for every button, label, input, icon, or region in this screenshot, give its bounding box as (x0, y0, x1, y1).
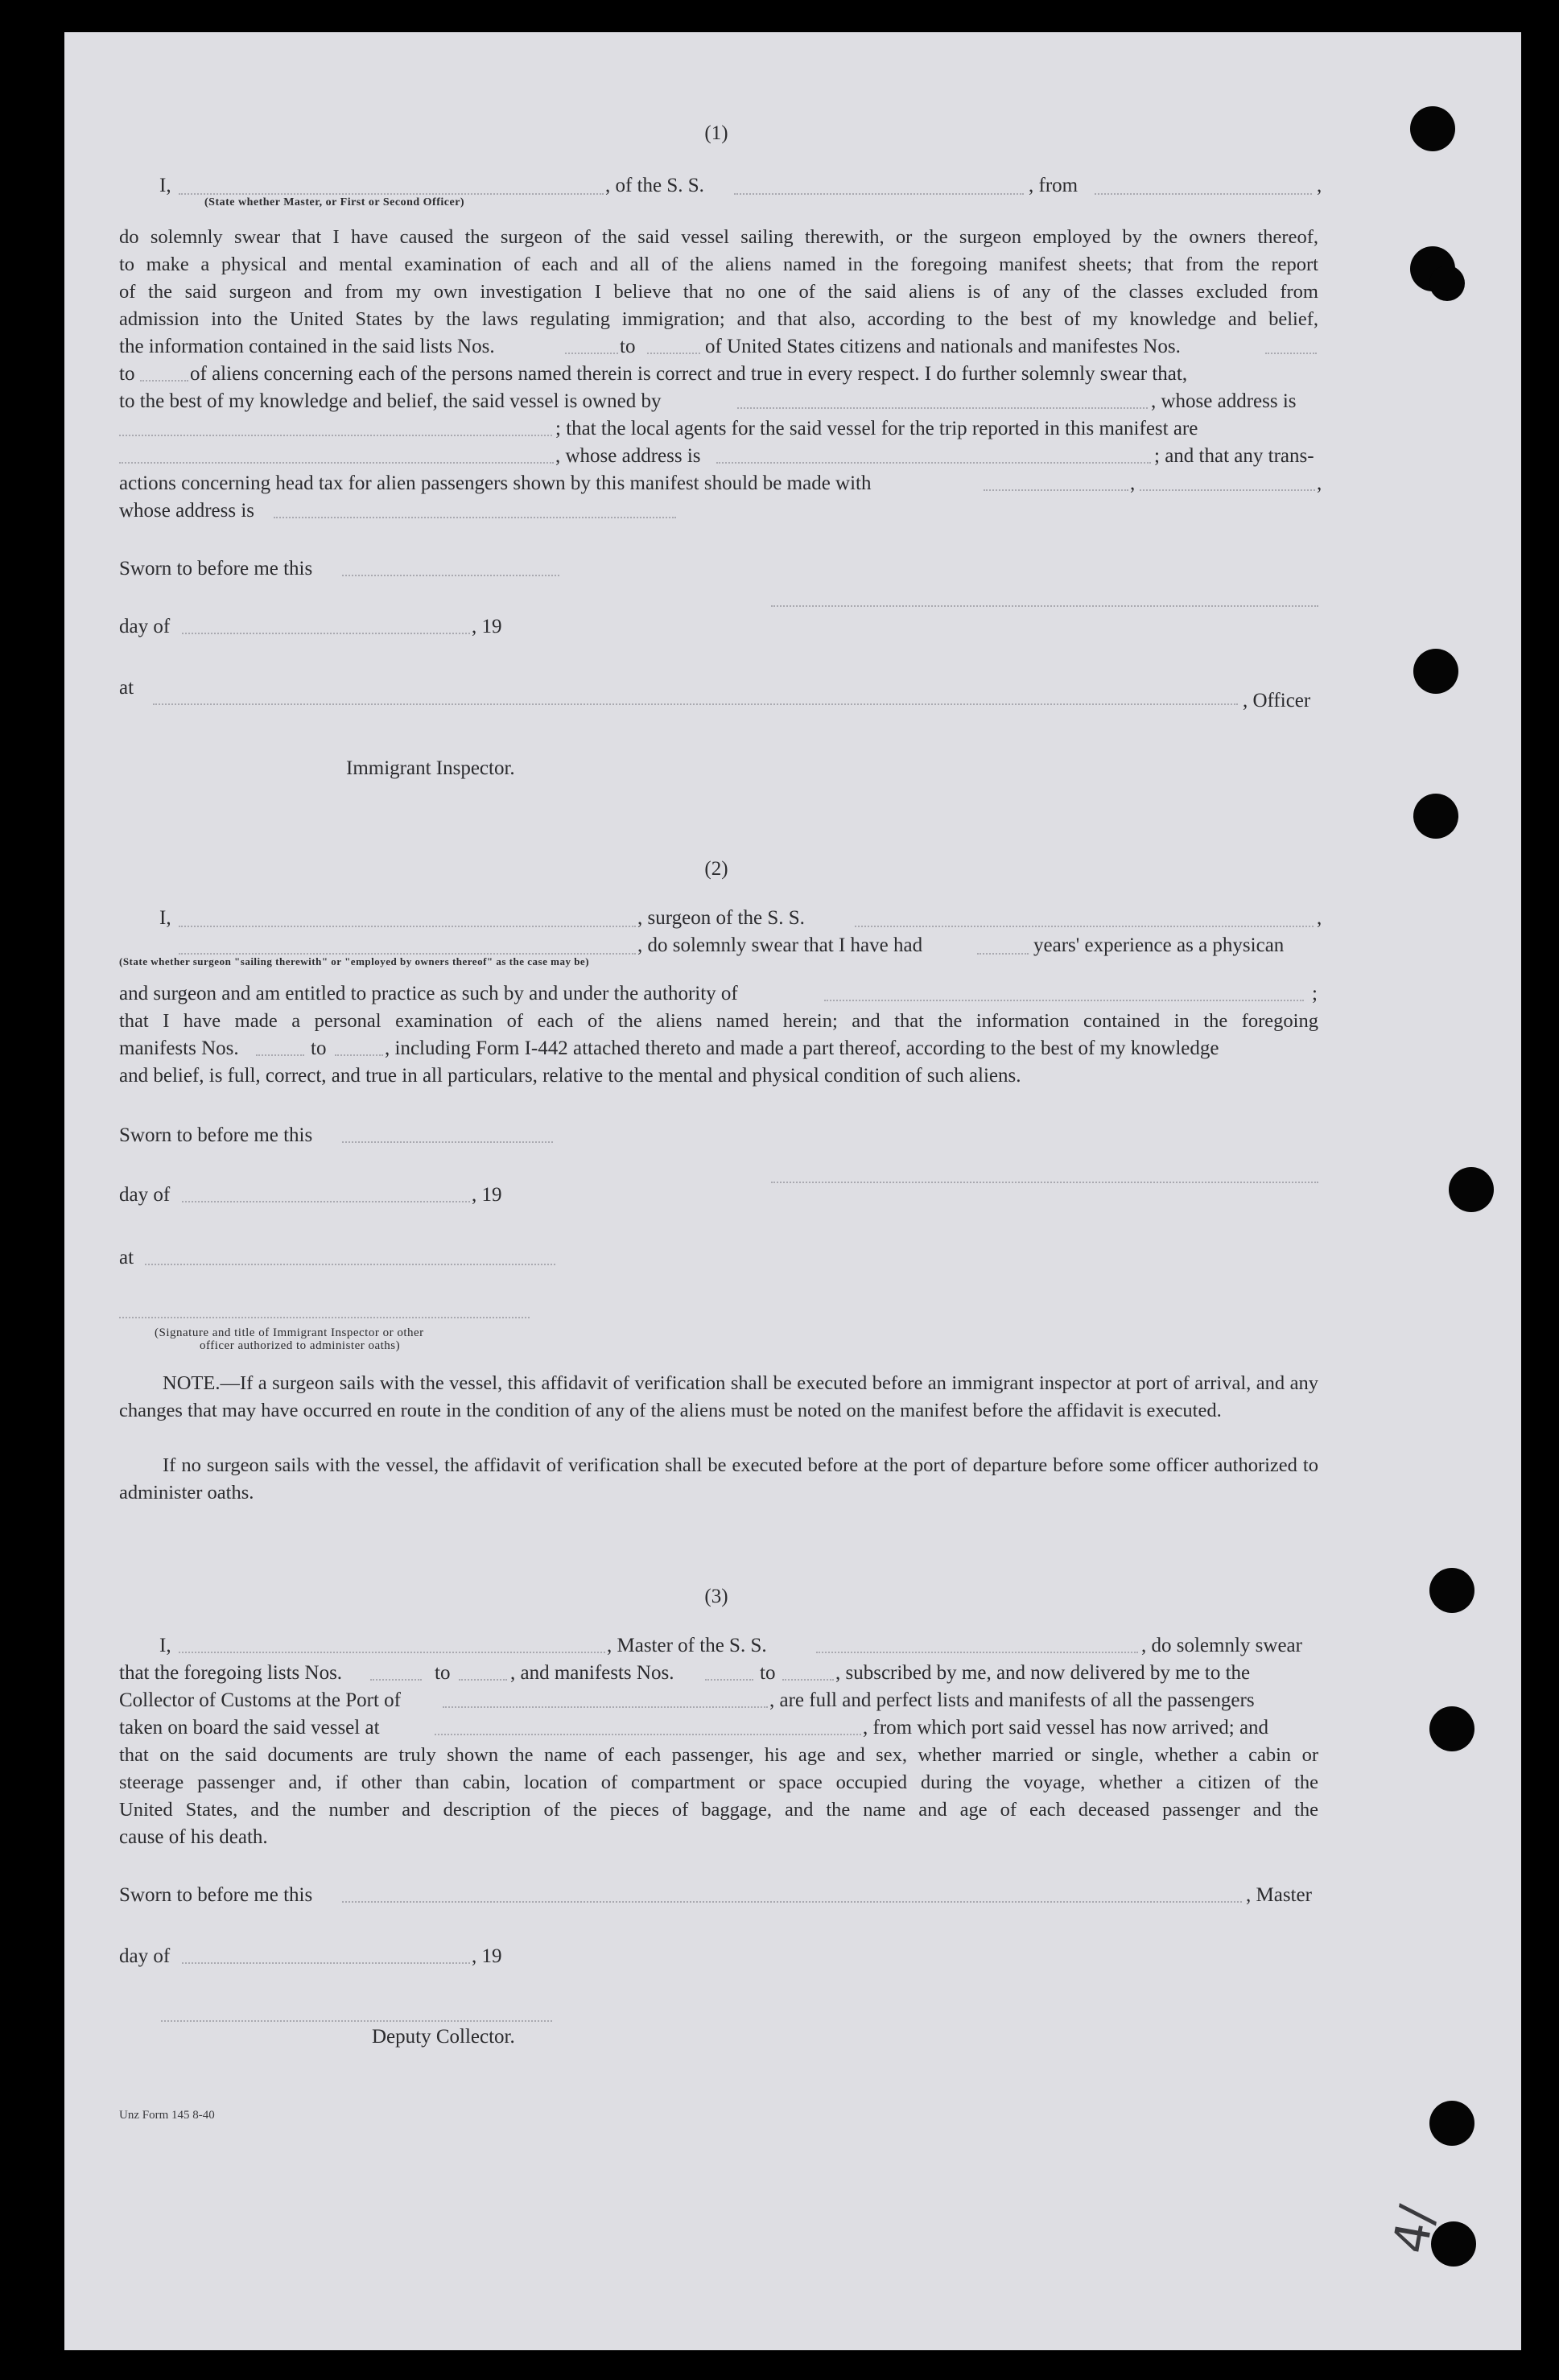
s3-vessel-field[interactable] (816, 1652, 1138, 1653)
from-label: , from (1029, 175, 1079, 196)
manifests-to-field[interactable] (140, 380, 188, 382)
section-1-line-7a: to the best of my knowledge and belief, the said vessel is owned by (119, 390, 662, 412)
vessel-name-field[interactable] (734, 193, 1024, 195)
section-1-line-9b: ; and that any trans- (1154, 445, 1314, 467)
section-3-line-3a: taken on board the said vessel at (119, 1717, 380, 1739)
handwritten-margin-mark: 4/ (1382, 2201, 1446, 2258)
immigrant-inspector-label: Immigrant Inspector. (346, 757, 515, 779)
section-1-line-4: admission into the United States by the laws regulating immigration; and that also, according to the best of my knowledge and belief, (119, 308, 1318, 330)
section-3-line-2b: , are full and perfect lists and manifests of all the passengers (769, 1689, 1255, 1711)
surgeon-of-label: , surgeon of the S. S. (637, 907, 805, 929)
section-2-sworn: Sworn to before me this (119, 1124, 313, 1146)
note-paragraph-2: If no surgeon sails with the vessel, the affidavit of verification shall be executed before at the port of departure before some officer authorized to administer oaths. (119, 1454, 1318, 1503)
punch-hole (1429, 266, 1465, 301)
years-experience-field[interactable] (977, 953, 1029, 955)
section-2-i: I, (159, 907, 171, 929)
master-signature-field[interactable] (342, 1901, 1242, 1903)
section-1-i: I, (159, 175, 171, 196)
section-2-day-of: day of (119, 1184, 171, 1206)
section-1-line-2: to make a physical and mental examination of each and all of the aliens named in the foregoing manifest sheets; that from the report (119, 254, 1318, 275)
swear-experience-label: , do solemnly swear that I have had (637, 934, 923, 956)
section-1-nineteen: , 19 (472, 616, 502, 637)
section-2-line-3c: , including Form I-442 attached thereto and made a part thereof, according to the best of my knowledge (385, 1037, 1219, 1059)
at-place-field-2[interactable] (145, 1264, 555, 1265)
section-1-line-5c: of United States citizens and nationals and manifestes Nos. (705, 336, 1181, 357)
inspector-signature-field[interactable] (119, 1317, 530, 1318)
section-3-i: I, (159, 1635, 171, 1656)
sworn-date-field-1[interactable] (342, 575, 559, 576)
head-tax-party-field-2[interactable] (1140, 489, 1315, 491)
section-1-line-3: of the said surgeon and from my own investigation I believe that no one of the said aliens is of any of the classes excluded from (119, 281, 1318, 303)
sworn-date-field-2[interactable] (342, 1141, 553, 1143)
punch-hole (1429, 1706, 1474, 1751)
section-1-at: at (119, 677, 134, 699)
officer-signature-field[interactable] (771, 605, 1318, 607)
surgeon-name-field[interactable] (179, 926, 636, 927)
section-2-at: at (119, 1247, 134, 1268)
section-2-number: (2) (704, 858, 728, 880)
punch-hole (1413, 649, 1458, 694)
section-3-line-1a: that the foregoing lists Nos. (119, 1662, 343, 1684)
section-2-line-3a: manifests Nos. (119, 1037, 239, 1059)
section-3-line-3b: , from which port said vessel has now arrived; and (863, 1717, 1269, 1739)
surgeon-note: (State whether surgeon "sailing therewith" or "employed by owners thereof" as the case may be) (119, 955, 590, 967)
master-of-label: , Master of the S. S. (607, 1635, 767, 1656)
section-2-line-4: and belief, is full, correct, and true in all particulars, relative to the mental and physical condition of such aliens. (119, 1065, 1021, 1087)
agents-address-field[interactable] (716, 462, 1151, 464)
section-1-line-6b: of aliens concerning each of the persons named therein is correct and true in every respect. I do further solemnly swear that, (190, 363, 1188, 385)
s2-manifests-from-field[interactable] (256, 1054, 304, 1056)
deputy-signature-field[interactable] (161, 2020, 552, 2022)
officer-label: , Officer (1243, 690, 1311, 712)
years-label: years' experience as a physican (1033, 934, 1285, 956)
port-field[interactable] (443, 1706, 768, 1708)
officer-note: (State whether Master, or First or Second Officer) (204, 196, 465, 208)
signature-note-1: (Signature and title of Immigrant Inspector or other (155, 1326, 424, 1339)
s3-lists-to-field[interactable] (459, 1679, 507, 1681)
lists-from-field[interactable] (565, 353, 618, 354)
s3-manifests-from-field[interactable] (705, 1679, 753, 1681)
punch-hole (1429, 1568, 1474, 1613)
section-3-line-6: United States, and the number and description of the pieces of baggage, and the name and age of each deceased passenger and the (119, 1799, 1318, 1821)
section-3-line-1d: to (760, 1662, 776, 1684)
signature-note-2: officer authorized to administer oaths) (200, 1339, 401, 1352)
section-1-line-5a: the information contained in the said lists Nos. (119, 336, 495, 357)
section-1-line-1: do solemnly swear that I have caused the surgeon of the said vessel sailing therewith, or the surgeon employed by the owners thereof, (119, 226, 1318, 248)
section-1-number: (1) (704, 122, 728, 144)
section-1-line-8: ; that the local agents for the said vessel for the trip reported in this manifest are (555, 418, 1198, 439)
local-agents-field[interactable] (119, 462, 554, 464)
section-3-line-4: that on the said documents are truly shown the name of each passenger, his age and sex, whether married or single, whether a cabin or (119, 1744, 1318, 1766)
section-3-line-1c: , and manifests Nos. (510, 1662, 674, 1684)
section-3-nineteen: , 19 (472, 1945, 502, 1967)
master-label: , Master (1246, 1884, 1312, 1906)
surgeon-type-field[interactable] (179, 953, 636, 955)
master-name-field[interactable] (179, 193, 604, 195)
day-of-field-3[interactable] (182, 1962, 470, 1964)
section-1-line-11: whose address is (119, 500, 255, 522)
section-3-line-2a: Collector of Customs at the Port of (119, 1689, 401, 1711)
head-tax-party-field[interactable] (984, 489, 1128, 491)
section-3-sworn: Sworn to before me this (119, 1884, 313, 1906)
at-place-field-1[interactable] (153, 703, 1238, 705)
note-paragraph-1: NOTE.—If a surgeon sails with the vessel, this affidavit of verification shall be executed before an immigrant inspector at port of arrival, and any changes that may have occurred en route in the condition of any of the aliens must be noted on the manifest before the affidavit is executed. (119, 1372, 1318, 1421)
section-2-line-2: that I have made a personal examination of each of the aliens named herein; and that the information contained in the foregoing (119, 1010, 1318, 1032)
section-2-nineteen: , 19 (472, 1184, 502, 1206)
punch-hole (1429, 2101, 1474, 2146)
section-1-line-6a: to (119, 363, 135, 385)
of-ss-label: , of the S. S. (605, 175, 704, 196)
section-1-sworn: Sworn to before me this (119, 558, 313, 580)
s3-manifests-to-field[interactable] (782, 1679, 834, 1681)
s2-manifests-to-field[interactable] (335, 1054, 383, 1056)
s3-master-name-field[interactable] (179, 1652, 605, 1653)
punch-hole (1410, 106, 1455, 151)
surgeon-signature-field[interactable] (771, 1182, 1318, 1183)
section-2-line-1: and surgeon and am entitled to practice as such by and under the authority of (119, 983, 738, 1004)
section-3-line-7: cause of his death. (119, 1826, 268, 1848)
day-of-field-1[interactable] (182, 633, 470, 634)
section-2-line-3b: to (311, 1037, 327, 1059)
punch-hole (1413, 794, 1458, 839)
section-1-line-5b: to (620, 336, 636, 357)
section-3-line-1e: , subscribed by me, and now delivered by me to the (835, 1662, 1251, 1684)
lists-to-field[interactable] (647, 353, 700, 354)
punch-hole (1449, 1167, 1494, 1212)
s3-swear-label: , do solemnly swear (1141, 1635, 1302, 1656)
section-3-number: (3) (704, 1586, 728, 1607)
section-1-day-of: day of (119, 616, 171, 637)
manifests-from-field[interactable] (1265, 353, 1317, 354)
head-tax-address-field[interactable] (274, 517, 676, 518)
section-1-line-10: actions concerning head tax for alien passengers shown by this manifest should be made with (119, 472, 872, 494)
from-port-field[interactable] (1095, 193, 1312, 195)
s3-lists-from-field[interactable] (370, 1679, 422, 1681)
owner-address-field[interactable] (119, 435, 552, 436)
boarding-port-field[interactable] (435, 1734, 861, 1735)
owner-field[interactable] (737, 407, 1148, 409)
deputy-collector-label: Deputy Collector. (372, 2026, 515, 2048)
section-3-day-of: day of (119, 1945, 171, 1967)
form-number: Unz Form 145 8-40 (119, 2109, 215, 2122)
authority-field[interactable] (824, 1000, 1304, 1001)
section-3-line-5: steerage passenger and, if other than cabin, location of compartment or space occupied during the voyage, whether a citizen of the (119, 1772, 1318, 1793)
section-1-line-7b: , whose address is (1151, 390, 1297, 412)
surgeon-vessel-field[interactable] (855, 926, 1314, 927)
section-3-line-1b: to (435, 1662, 451, 1684)
day-of-field-2[interactable] (182, 1201, 470, 1202)
section-1-line-9a: , whose address is (555, 445, 701, 467)
